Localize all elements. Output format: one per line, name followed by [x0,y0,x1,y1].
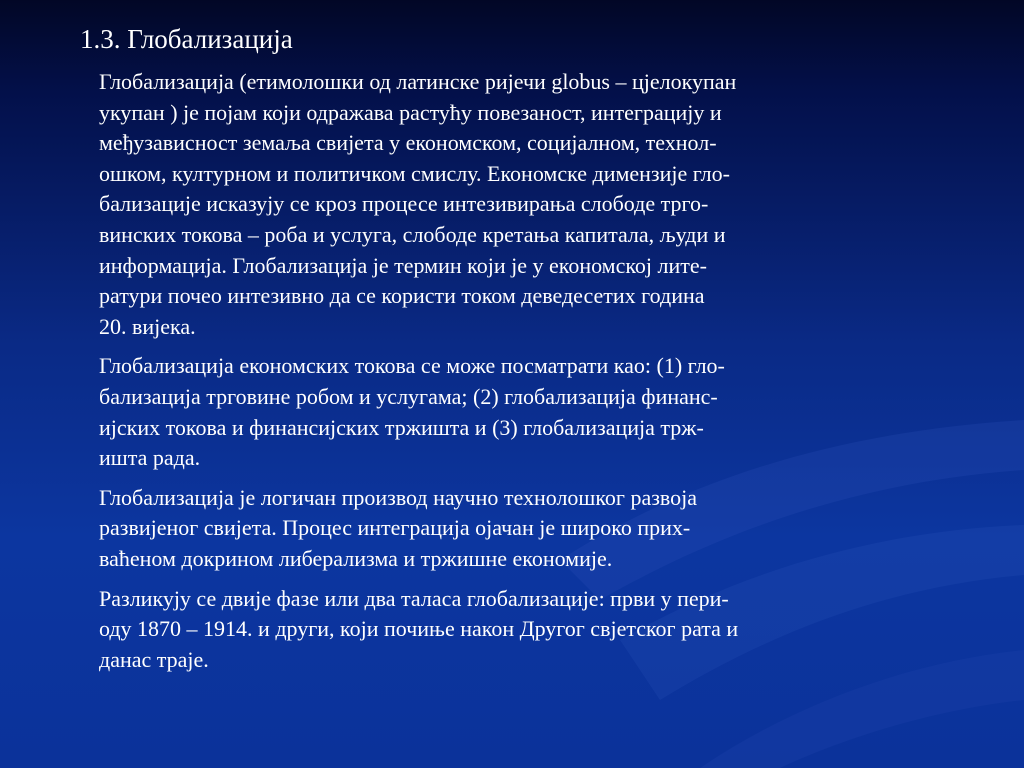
slide-title: 1.3. Глобализација [80,24,293,54]
paragraph-two-waves: Разликују се двије фазе или два таласа глобализације: први у пери- оду 1870 – 1914. и други, који почиње након Другог свјетског рата и данас траје. [99,585,739,672]
paragraph-technological-development: Глобализација је логичан производ научно технолошког развоја развијеног свијета. Процес интеграција ојачан је широко прих- ваћеном докрином либерализма и тржишне економије. [99,484,698,571]
slide-body [99,67,969,684]
paragraph-definition: Глобализација (етимолошки од латинске ријечи globus – цјелокупан укупан ) је појам који одражава растућу повезаност, интеграцију и међузависност земаља свијета у економском, социјалном, технол- ошком, културном и политичком смислу. Економске димензије гло- бализације исказују се кроз процесе интезивирања слободе трго- винских токова – роба и услуга, слободе кретања капитала, људи и информација. Глобализација је термин који је у економској лите- ратури почео интезивно да се користи током деведесетих година 20. вијека. [99,69,737,339]
paragraph-economic-flows: Глобализација економских токова се може посматрати као: (1) гло- бализација трговине робом и услугама; (2) глобализација финанс- ијских токова и финансијских тржишта и (3) глобализација трж- ишта рада. [99,353,725,471]
